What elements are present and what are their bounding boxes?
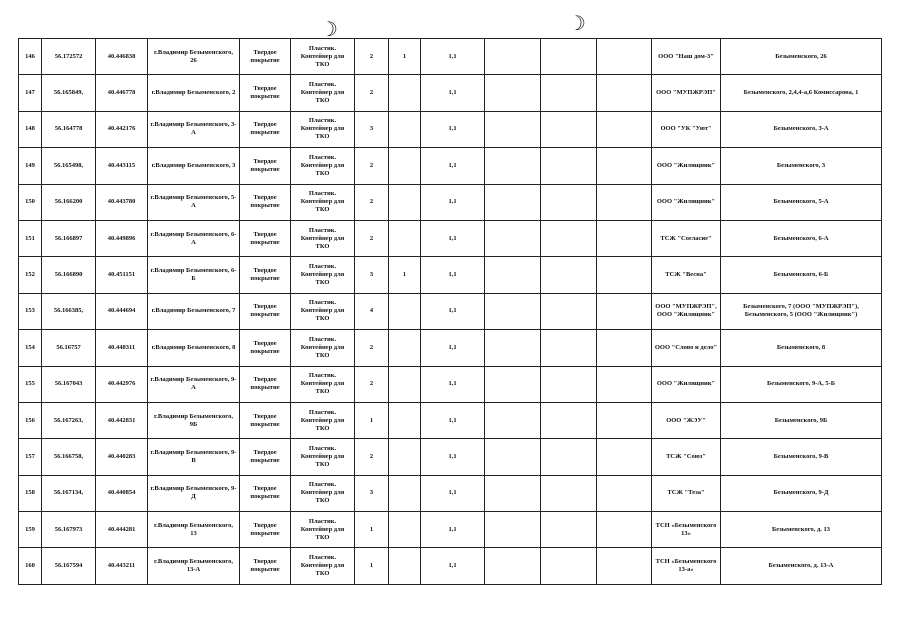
- empty-cell-3: [597, 39, 652, 75]
- address-cell: г.Владимир Безыменского, 26: [148, 39, 240, 75]
- container-type-cell: Пластик. Контейнер для ТКО: [291, 512, 355, 548]
- owner-cell: ТСН «Безыменского 13-а»: [652, 548, 721, 585]
- address-cell: г.Владимир Безыменского, 9-А: [148, 366, 240, 402]
- planned-count-cell: [389, 293, 421, 329]
- surface-cell: Твердое покрытие: [240, 184, 291, 220]
- table-row: [19, 220, 882, 256]
- longitude-cell: 40.446778: [96, 75, 148, 111]
- latitude-cell: 56.165498,: [42, 148, 96, 184]
- table-row: [19, 366, 882, 402]
- container-count-cell: 2: [355, 75, 389, 111]
- owner-cell: ООО "МУПЖРЭП": [652, 75, 721, 111]
- table-row: [19, 330, 882, 366]
- surface-cell: Твердое покрытие: [240, 402, 291, 438]
- empty-cell-2: [541, 512, 597, 548]
- address-cell: г.Владимир Безыменского, 3: [148, 148, 240, 184]
- row-number-cell: 160: [19, 548, 42, 585]
- empty-cell-3: [597, 75, 652, 111]
- container-type-cell: Пластик. Контейнер для ТКО: [291, 293, 355, 329]
- empty-cell-1: [485, 148, 541, 184]
- empty-cell-3: [597, 439, 652, 475]
- waste-source-cell: Безыменского, 6-А: [721, 220, 882, 256]
- empty-cell-2: [541, 257, 597, 293]
- volume-cell: 1,1: [421, 148, 485, 184]
- empty-cell-1: [485, 293, 541, 329]
- volume-cell: 1,1: [421, 512, 485, 548]
- longitude-cell: 40.443115: [96, 148, 148, 184]
- empty-cell-1: [485, 257, 541, 293]
- latitude-cell: 56.166890: [42, 257, 96, 293]
- empty-cell-3: [597, 220, 652, 256]
- latitude-cell: 56.166758,: [42, 439, 96, 475]
- container-type-cell: Пластик. Контейнер для ТКО: [291, 220, 355, 256]
- empty-cell-3: [597, 293, 652, 329]
- planned-count-cell: [389, 75, 421, 111]
- volume-cell: 1,1: [421, 293, 485, 329]
- container-type-cell: Пластик. Контейнер для ТКО: [291, 148, 355, 184]
- waste-source-cell: Безыменского, 9-А, 5-Б: [721, 366, 882, 402]
- surface-cell: Твердое покрытие: [240, 512, 291, 548]
- empty-cell-3: [597, 366, 652, 402]
- empty-cell-1: [485, 548, 541, 585]
- container-count-cell: 2: [355, 439, 389, 475]
- container-count-cell: 2: [355, 148, 389, 184]
- empty-cell-2: [541, 148, 597, 184]
- waste-site-registry-table: [18, 38, 882, 585]
- container-count-cell: 1: [355, 548, 389, 585]
- empty-cell-2: [541, 293, 597, 329]
- volume-cell: 1,1: [421, 330, 485, 366]
- empty-cell-1: [485, 475, 541, 511]
- empty-cell-2: [541, 548, 597, 585]
- planned-count-cell: [389, 184, 421, 220]
- row-number-cell: 148: [19, 111, 42, 147]
- owner-cell: ООО "Наш дом-3": [652, 39, 721, 75]
- empty-cell-3: [597, 257, 652, 293]
- volume-cell: 1,1: [421, 548, 485, 585]
- table-row: [19, 148, 882, 184]
- planned-count-cell: [389, 439, 421, 475]
- owner-cell: ООО "Жилищник": [652, 148, 721, 184]
- volume-cell: 1,1: [421, 439, 485, 475]
- latitude-cell: 56.166897: [42, 220, 96, 256]
- latitude-cell: 56.167594: [42, 548, 96, 585]
- row-number-cell: 154: [19, 330, 42, 366]
- empty-cell-2: [541, 402, 597, 438]
- empty-cell-1: [485, 512, 541, 548]
- empty-cell-2: [541, 75, 597, 111]
- empty-cell-1: [485, 111, 541, 147]
- empty-cell-2: [541, 475, 597, 511]
- owner-cell: ТСЖ "Союз": [652, 439, 721, 475]
- surface-cell: Твердое покрытие: [240, 475, 291, 511]
- table-row: [19, 257, 882, 293]
- container-type-cell: Пластик. Контейнер для ТКО: [291, 111, 355, 147]
- container-type-cell: Пластик. Контейнер для ТКО: [291, 330, 355, 366]
- empty-cell-3: [597, 148, 652, 184]
- longitude-cell: 40.451151: [96, 257, 148, 293]
- owner-cell: ТСЖ "Весна": [652, 257, 721, 293]
- longitude-cell: 40.442176: [96, 111, 148, 147]
- table-row: [19, 475, 882, 511]
- surface-cell: Твердое покрытие: [240, 220, 291, 256]
- container-type-cell: Пластик. Контейнер для ТКО: [291, 39, 355, 75]
- longitude-cell: 40.448311: [96, 330, 148, 366]
- surface-cell: Твердое покрытие: [240, 148, 291, 184]
- address-cell: г.Владимир Безыменского, 13-А: [148, 548, 240, 585]
- latitude-cell: 56.167973: [42, 512, 96, 548]
- surface-cell: Твердое покрытие: [240, 111, 291, 147]
- owner-cell: ТСЖ "Теза": [652, 475, 721, 511]
- address-cell: г.Владимир Безыменского, 6-Б: [148, 257, 240, 293]
- waste-source-cell: Безыменского, 9Б: [721, 402, 882, 438]
- volume-cell: 1,1: [421, 184, 485, 220]
- planned-count-cell: [389, 475, 421, 511]
- latitude-cell: 56.172572: [42, 39, 96, 75]
- latitude-cell: 56.166200: [42, 184, 96, 220]
- empty-cell-1: [485, 39, 541, 75]
- waste-source-cell: Безыменского, 8: [721, 330, 882, 366]
- row-number-cell: 156: [19, 402, 42, 438]
- waste-source-cell: Безыменского, д. 13-А: [721, 548, 882, 585]
- empty-cell-2: [541, 330, 597, 366]
- waste-source-cell: Безыменского, 9-В: [721, 439, 882, 475]
- table-row: [19, 184, 882, 220]
- empty-cell-3: [597, 475, 652, 511]
- waste-source-cell: Безыменского, 6-Б: [721, 257, 882, 293]
- volume-cell: 1,1: [421, 111, 485, 147]
- container-type-cell: Пластик. Контейнер для ТКО: [291, 75, 355, 111]
- empty-cell-3: [597, 184, 652, 220]
- longitude-cell: 40.443211: [96, 548, 148, 585]
- planned-count-cell: 1: [389, 39, 421, 75]
- row-number-cell: 150: [19, 184, 42, 220]
- container-type-cell: Пластик. Контейнер для ТКО: [291, 439, 355, 475]
- container-type-cell: Пластик. Контейнер для ТКО: [291, 402, 355, 438]
- owner-cell: ТСН «Безыменского 13»: [652, 512, 721, 548]
- container-count-cell: 4: [355, 293, 389, 329]
- waste-source-cell: Безыменского, 26: [721, 39, 882, 75]
- volume-cell: 1,1: [421, 366, 485, 402]
- empty-cell-1: [485, 220, 541, 256]
- planned-count-cell: [389, 148, 421, 184]
- planned-count-cell: [389, 220, 421, 256]
- row-number-cell: 157: [19, 439, 42, 475]
- container-count-cell: 2: [355, 184, 389, 220]
- page-mark-left: ☽: [320, 19, 338, 41]
- volume-cell: 1,1: [421, 75, 485, 111]
- container-count-cell: 1: [355, 512, 389, 548]
- planned-count-cell: [389, 111, 421, 147]
- empty-cell-2: [541, 366, 597, 402]
- longitude-cell: 40.449896: [96, 220, 148, 256]
- row-number-cell: 152: [19, 257, 42, 293]
- longitude-cell: 40.444281: [96, 512, 148, 548]
- container-count-cell: 2: [355, 330, 389, 366]
- longitude-cell: 40.440854: [96, 475, 148, 511]
- address-cell: г.Владимир Безыменского, 8: [148, 330, 240, 366]
- waste-source-cell: Безыменского, 9-Д: [721, 475, 882, 511]
- waste-source-cell: Безыменского, 7 (ООО "МУПЖРЭП"), Безыменского, 5 (ООО "Жилищник"): [721, 293, 882, 329]
- table-row: [19, 512, 882, 548]
- planned-count-cell: [389, 548, 421, 585]
- row-number-cell: 159: [19, 512, 42, 548]
- container-count-cell: 3: [355, 475, 389, 511]
- container-count-cell: 2: [355, 366, 389, 402]
- empty-cell-2: [541, 439, 597, 475]
- row-number-cell: 153: [19, 293, 42, 329]
- address-cell: г.Владимир Безыменского, 9Б: [148, 402, 240, 438]
- waste-source-cell: Безыменского, 3: [721, 148, 882, 184]
- waste-source-cell: Безыменского, 5-А: [721, 184, 882, 220]
- owner-cell: ООО "ЖЭУ": [652, 402, 721, 438]
- volume-cell: 1,1: [421, 475, 485, 511]
- planned-count-cell: [389, 402, 421, 438]
- table-row: [19, 439, 882, 475]
- row-number-cell: 158: [19, 475, 42, 511]
- container-type-cell: Пластик. Контейнер для ТКО: [291, 548, 355, 585]
- page-mark-right: ☽: [568, 13, 586, 35]
- row-number-cell: 155: [19, 366, 42, 402]
- container-type-cell: Пластик. Контейнер для ТКО: [291, 475, 355, 511]
- empty-cell-1: [485, 184, 541, 220]
- empty-cell-1: [485, 366, 541, 402]
- planned-count-cell: 1: [389, 257, 421, 293]
- empty-cell-2: [541, 39, 597, 75]
- address-cell: г.Владимир Безыменского, 6-А: [148, 220, 240, 256]
- owner-cell: ООО "Жилищник": [652, 184, 721, 220]
- container-count-cell: 1: [355, 402, 389, 438]
- empty-cell-1: [485, 402, 541, 438]
- surface-cell: Твердое покрытие: [240, 75, 291, 111]
- address-cell: г.Владимир Безыменского, 9-Д: [148, 475, 240, 511]
- row-number-cell: 149: [19, 148, 42, 184]
- container-type-cell: Пластик. Контейнер для ТКО: [291, 366, 355, 402]
- surface-cell: Твердое покрытие: [240, 257, 291, 293]
- longitude-cell: 40.446838: [96, 39, 148, 75]
- table-row: [19, 39, 882, 75]
- waste-source-cell: Безыменского, д. 13: [721, 512, 882, 548]
- planned-count-cell: [389, 366, 421, 402]
- address-cell: г.Владимир Безыменского, 3-А: [148, 111, 240, 147]
- empty-cell-2: [541, 220, 597, 256]
- surface-cell: Твердое покрытие: [240, 293, 291, 329]
- latitude-cell: 56.167263,: [42, 402, 96, 438]
- waste-source-cell: Безыменского, 3-А: [721, 111, 882, 147]
- empty-cell-2: [541, 111, 597, 147]
- address-cell: г.Владимир Безыменского, 7: [148, 293, 240, 329]
- address-cell: г.Владимир Безыменского, 5-А: [148, 184, 240, 220]
- table-row: [19, 293, 882, 329]
- row-number-cell: 146: [19, 39, 42, 75]
- owner-cell: ООО "МУПЖРЭП", ООО "Жилищник": [652, 293, 721, 329]
- owner-cell: ТСЖ "Согласие": [652, 220, 721, 256]
- owner-cell: ООО "УК "Уют": [652, 111, 721, 147]
- address-cell: г.Владимир Безыменского, 13: [148, 512, 240, 548]
- empty-cell-3: [597, 402, 652, 438]
- latitude-cell: 56.167134,: [42, 475, 96, 511]
- container-type-cell: Пластик. Контейнер для ТКО: [291, 184, 355, 220]
- table-row: [19, 75, 882, 111]
- empty-cell-1: [485, 75, 541, 111]
- empty-cell-1: [485, 330, 541, 366]
- latitude-cell: 56.167043: [42, 366, 96, 402]
- empty-cell-3: [597, 548, 652, 585]
- longitude-cell: 40.444694: [96, 293, 148, 329]
- surface-cell: Твердое покрытие: [240, 439, 291, 475]
- empty-cell-3: [597, 330, 652, 366]
- table-row: [19, 111, 882, 147]
- planned-count-cell: [389, 330, 421, 366]
- row-number-cell: 147: [19, 75, 42, 111]
- container-count-cell: 3: [355, 111, 389, 147]
- waste-source-cell: Безыменского, 2,4,4-а,6 Комиссарова, 1: [721, 75, 882, 111]
- table-row: [19, 548, 882, 585]
- owner-cell: ООО "Слово и дело": [652, 330, 721, 366]
- surface-cell: Твердое покрытие: [240, 366, 291, 402]
- container-count-cell: 2: [355, 220, 389, 256]
- container-type-cell: Пластик. Контейнер для ТКО: [291, 257, 355, 293]
- empty-cell-1: [485, 439, 541, 475]
- latitude-cell: 56.165849,: [42, 75, 96, 111]
- volume-cell: 1,1: [421, 257, 485, 293]
- latitude-cell: 56.16757: [42, 330, 96, 366]
- empty-cell-2: [541, 184, 597, 220]
- container-count-cell: 3: [355, 257, 389, 293]
- longitude-cell: 40.442976: [96, 366, 148, 402]
- table-row: [19, 402, 882, 438]
- longitude-cell: 40.443780: [96, 184, 148, 220]
- empty-cell-3: [597, 111, 652, 147]
- row-number-cell: 151: [19, 220, 42, 256]
- volume-cell: 1,1: [421, 220, 485, 256]
- latitude-cell: 56.164778: [42, 111, 96, 147]
- planned-count-cell: [389, 512, 421, 548]
- longitude-cell: 40.440283: [96, 439, 148, 475]
- address-cell: г.Владимир Безыменского, 9-В: [148, 439, 240, 475]
- latitude-cell: 56.166385,: [42, 293, 96, 329]
- container-count-cell: 2: [355, 39, 389, 75]
- volume-cell: 1,1: [421, 402, 485, 438]
- owner-cell: ООО "Жилищник": [652, 366, 721, 402]
- volume-cell: 1,1: [421, 39, 485, 75]
- address-cell: г.Владимир Безыменского, 2: [148, 75, 240, 111]
- surface-cell: Твердое покрытие: [240, 548, 291, 585]
- surface-cell: Твердое покрытие: [240, 330, 291, 366]
- empty-cell-3: [597, 512, 652, 548]
- longitude-cell: 40.442831: [96, 402, 148, 438]
- surface-cell: Твердое покрытие: [240, 39, 291, 75]
